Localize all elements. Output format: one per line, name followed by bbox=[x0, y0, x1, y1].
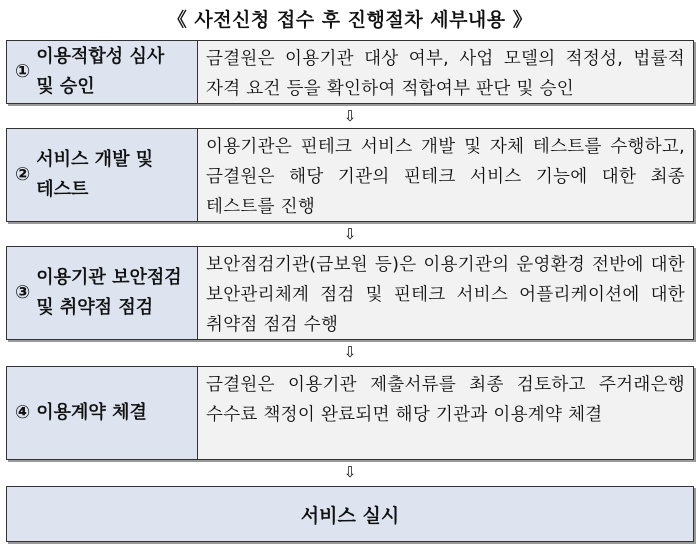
step-4-label-line-1: 이용계약 체결 bbox=[36, 402, 147, 423]
down-arrow-icon: ⇩ bbox=[343, 225, 357, 243]
step-3-label-line-1: 이용기관 보안점검 bbox=[36, 267, 182, 288]
step-3-number: ③ bbox=[15, 282, 31, 303]
step-2-label-line-1: 서비스 개발 및 bbox=[36, 149, 154, 170]
step-1-number: ① bbox=[15, 61, 31, 82]
down-arrow-icon: ⇩ bbox=[343, 343, 357, 361]
step-4-box bbox=[6, 366, 694, 460]
page-title: 《 사전신청 접수 후 진행절차 세부내용 》 bbox=[167, 9, 533, 31]
step-1-label bbox=[7, 41, 198, 103]
step-2-number: ② bbox=[15, 164, 31, 185]
final-step-box bbox=[6, 486, 694, 542]
step-2-label-line-2: 테스트 bbox=[36, 179, 89, 200]
step-3-label bbox=[7, 247, 198, 339]
final-step-label: 서비스 실시 bbox=[300, 504, 400, 527]
step-1-label-line-2: 및 승인 bbox=[36, 76, 95, 97]
step-1-description: 금결원은 이용기관 대상 여부, 사업 모델의 적정성, 법률적 자격 요건 등을 확인하여 적합여부 판단 및 승인 bbox=[198, 41, 693, 103]
down-arrow-icon: ⇩ bbox=[343, 107, 357, 125]
step-2-box bbox=[6, 128, 694, 222]
step-4-label bbox=[7, 367, 198, 459]
step-2-label bbox=[7, 129, 198, 221]
step-3-label-line-2: 및 취약점 점검 bbox=[36, 297, 154, 318]
step-3-box bbox=[6, 246, 694, 340]
down-arrow-icon: ⇩ bbox=[343, 463, 357, 481]
step-4-number: ④ bbox=[15, 402, 31, 423]
step-2-description: 이용기관은 핀테크 서비스 개발 및 자체 테스트를 수행하고, 금결원은 해당 기관의 핀테크 서비스 기능에 대한 최종 테스트를 진행 bbox=[198, 129, 693, 221]
step-4-description: 금결원은 이용기관 제출서류를 최종 검토하고 주거래은행 수수료 책정이 완료되면 해당 기관과 이용계약 체결 bbox=[198, 367, 693, 459]
step-1-label-line-1: 이용적합성 심사 bbox=[36, 46, 165, 67]
step-3-description: 보안점검기관(금보원 등)은 이용기관의 운영환경 전반에 대한 보안관리체계 점검 및 핀테크 서비스 어플리케이션에 대한 취약점 점검 수행 bbox=[198, 247, 693, 339]
step-1-box bbox=[6, 40, 694, 104]
